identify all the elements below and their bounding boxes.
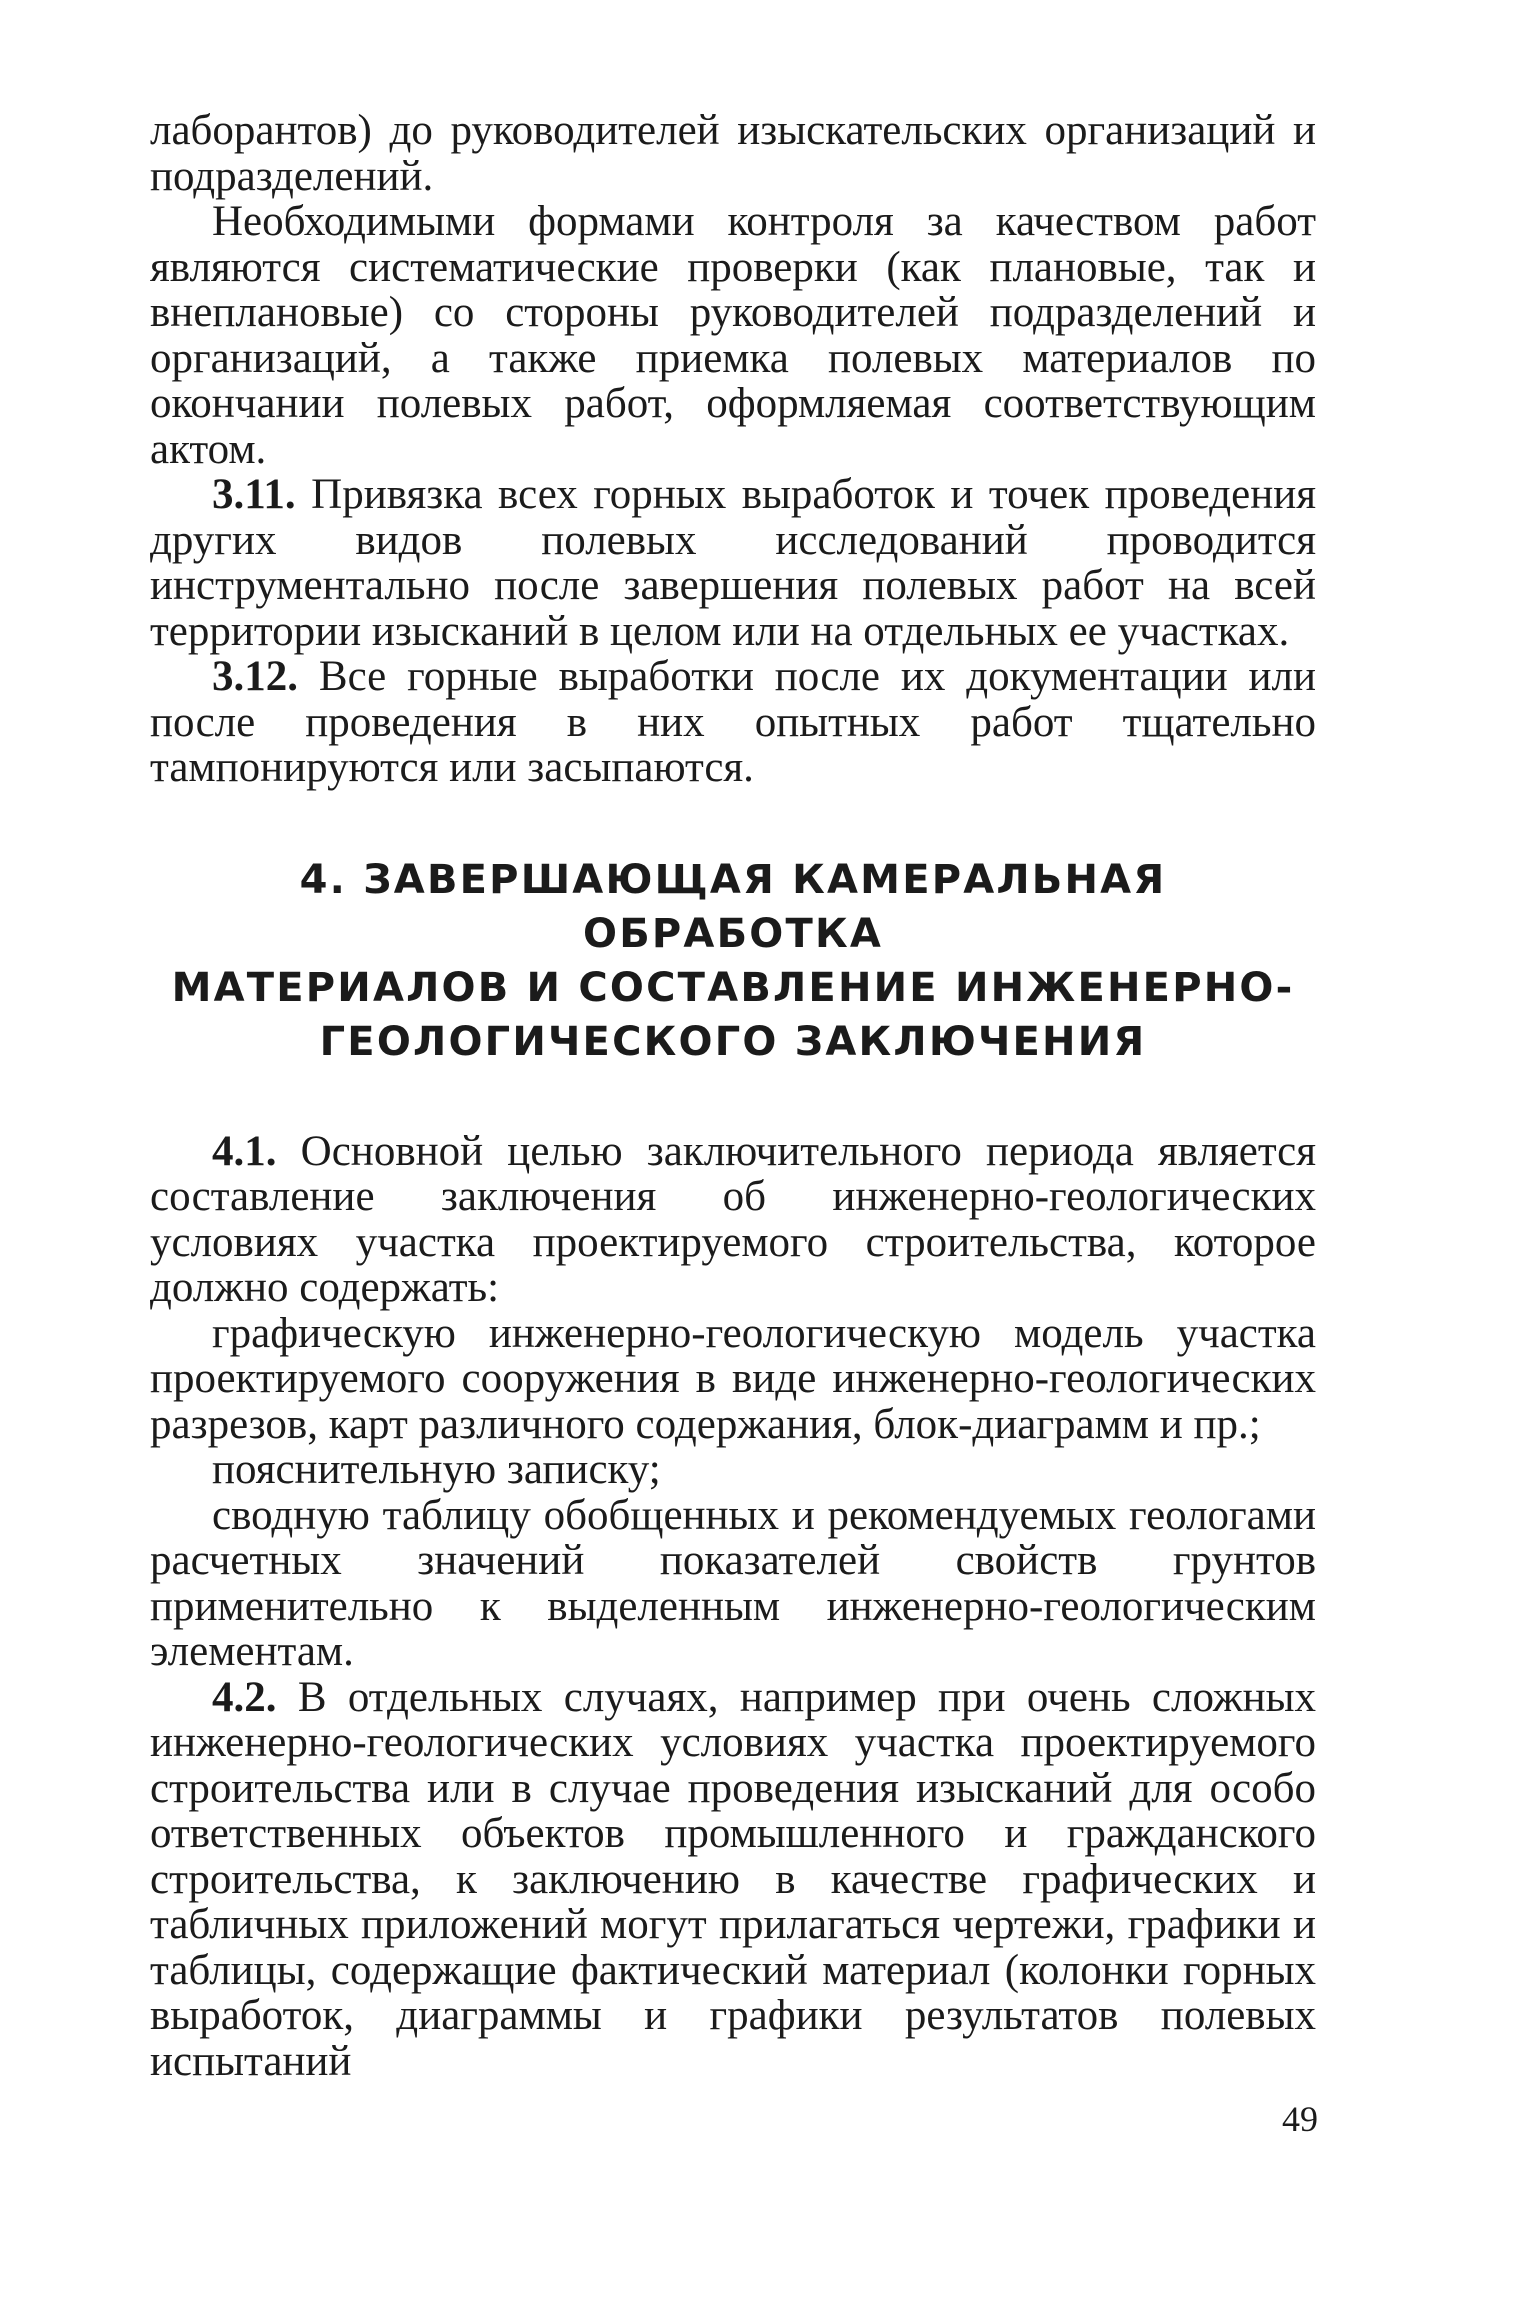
list-item-graphic-model: графическую инженерно-геологическую модель участка проектируемого сооружения в виде инженерно-геологических разрезов, карт различного содержания, блок-диаграмм и пр.; [150,1309,1316,1448]
paragraph-4-2-text: В отдельных случаях, например при очень сложных инженерно-геологических условиях участка проектируемого строительства или в случае проведения изысканий для особо ответственных объектов промышленного и гражданского строительства, к заключению в качестве графических и табличных приложений могут прилагаться чертежи, графики и таблицы, содержащие фактический материал (колонки горных выработок, диаграммы и графики результатов полевых испытаний [150,1673,1316,2085]
section-number-3-11: 3.11. [212,471,296,518]
paragraph-quality-control: Необходимыми формами контроля за качеством работ являются систематические проверки (как плановые, так и внеплановые) со стороны руководителей подразделений и организаций, а также приемка полевых материалов по окончании полевых работ, оформляемая соответствующим актом. [150,198,1316,473]
paragraph-3-12-text: Все горные выработки после их документации или после проведения в них опытных работ тщательно тампонируются или засыпаются. [150,653,1316,791]
paragraph-4-1-text: Основной целью заключительного периода является составление заключения об инженерно-геологических условиях участка проектируемого строительства, которое должно содержать: [150,1127,1316,1311]
paragraph-continuation: лаборантов) до руководителей изыскательских организаций и подразделений. [150,107,1316,200]
paragraph-4-1 [150,1129,1316,1311]
paragraph-4-2 [150,1675,1316,2085]
section-number-4-1: 4.1. [212,1127,277,1175]
paragraph-3-12 [150,654,1316,791]
page-number: 49 [1282,2099,1318,2139]
heading-line-2: МАТЕРИАЛОВ И СОСТАВЛЕНИЕ ИНЖЕНЕРНО- [171,964,1295,1011]
paragraph-3-11-text: Привязка всех горных выработок и точек проведения других видов полевых исследований проводится инструментально после завершения полевых работ на всей территории изысканий в целом или на отдельных ее участках. [150,471,1316,655]
section-number-3-12: 3.12. [212,653,298,700]
heading-line-3: ГЕОЛОГИЧЕСКОГО ЗАКЛЮЧЕНИЯ [319,1018,1147,1065]
page-body [150,108,1316,2084]
section-heading [150,853,1316,1069]
list-item-summary-table: сводную таблицу обобщенных и рекомендуемых геологами расчетных значений показателей свойств грунтов применительно к выделенным инженерно-геологическим элементам. [150,1491,1316,1675]
heading-line-1: 4. ЗАВЕРШАЮЩАЯ КАМЕРАЛЬНАЯ ОБРАБОТКА [299,856,1167,957]
section-number-4-2: 4.2. [212,1673,277,1721]
paragraph-3-11 [150,472,1316,654]
list-item-explanatory-note: пояснительную записку; [212,1446,661,1493]
